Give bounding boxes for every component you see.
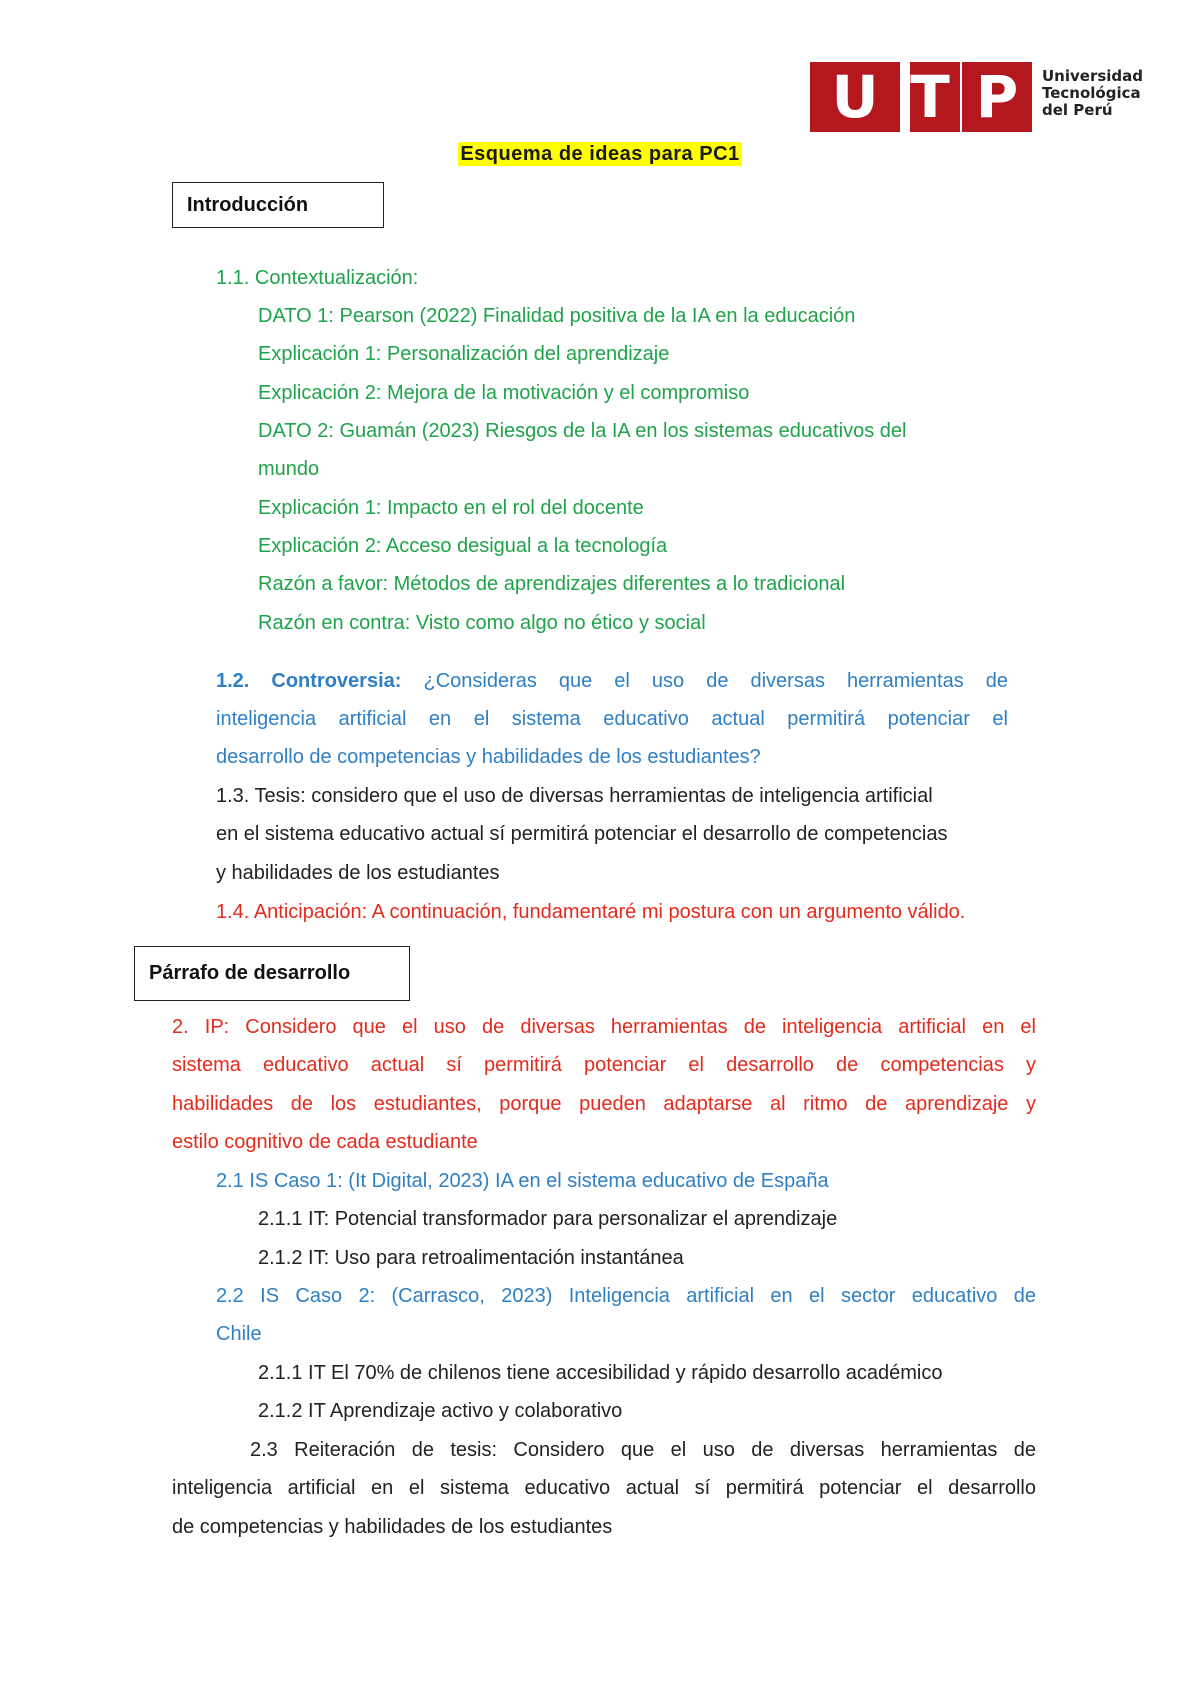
ip-line-4: estilo cognitivo de cada estudiante [172, 1131, 478, 1153]
logo-name-line-2: Tecnológica [1042, 84, 1141, 102]
context-item: Razón a favor: Métodos de aprendizajes diferentes a lo tradicional [258, 573, 846, 595]
context-item: mundo [258, 458, 320, 480]
is-caso-1: 2.1 IS Caso 1: (It Digital, 2023) IA en el sistema educativo de España [216, 1170, 829, 1192]
reiteracion-line-2: inteligencia artificial en el sistema educativo actual sí permitirá potenciar el desarrollo [172, 1477, 1036, 1499]
page-title [0, 143, 1200, 166]
context-item: Explicación 1: Impacto en el rol del docente [258, 497, 644, 519]
context-item: Explicación 2: Acceso desigual a la tecnología [258, 535, 668, 557]
section-label-introduccion: Introducción [187, 193, 309, 216]
context-item: Razón en contra: Visto como algo no ético y social [258, 612, 706, 634]
logo-letter-p: P [975, 63, 1019, 131]
context-item: DATO 1: Pearson (2022) Finalidad positiva de la IA en la educación [258, 305, 856, 327]
tesis-line-3: y habilidades de los estudiantes [216, 862, 500, 884]
anticipacion: 1.4. Anticipación: A continuación, fundamentaré mi postura con un argumento válido. [216, 901, 966, 923]
controversia-label: 1.2. Controversia: [216, 670, 402, 692]
reiteracion-line-3: de competencias y habilidades de los estudiantes [172, 1516, 613, 1538]
ip-line-3: habilidades de los estudiantes, porque pueden adaptarse al ritmo de aprendizaje y [172, 1093, 1036, 1115]
logo-letter-t: T [910, 63, 950, 131]
controversia-line-3: desarrollo de competencias y habilidades de los estudiantes? [216, 746, 761, 768]
section-box-desarrollo [134, 946, 410, 1001]
logo-name-line-1: Universidad [1042, 67, 1144, 85]
context-item: Explicación 1: Personalización del aprendizaje [258, 343, 670, 365]
controversia-line-1 [216, 670, 1008, 693]
is-caso-2-item: 2.1.2 IT Aprendizaje activo y colaborativo [258, 1400, 623, 1422]
controversia-text-1: ¿Consideras que el uso de diversas herramientas de [423, 670, 1009, 692]
contextualizacion-heading: 1.1. Contextualización: [216, 267, 419, 289]
reiteracion-line-1: 2.3 Reiteración de tesis: Considero que el uso de diversas herramientas de [250, 1439, 1036, 1461]
is-caso-2-line-1: 2.2 IS Caso 2: (Carrasco, 2023) Inteligencia artificial en el sector educativo de [216, 1285, 1036, 1307]
tesis-line-2: en el sistema educativo actual sí permitirá potenciar el desarrollo de competencias [216, 823, 948, 845]
utp-logo [810, 62, 1144, 132]
tesis-line-1: 1.3. Tesis: considero que el uso de diversas herramientas de inteligencia artificial [216, 785, 933, 807]
section-label-desarrollo: Párrafo de desarrollo [149, 962, 351, 984]
logo-name-line-3: del Perú [1042, 101, 1113, 119]
ip-line-2: sistema educativo actual sí permitirá potenciar el desarrollo de competencias y [172, 1054, 1036, 1076]
is-caso-2-item: 2.1.1 IT El 70% de chilenos tiene accesibilidad y rápido desarrollo académico [258, 1362, 943, 1384]
controversia-line-2: inteligencia artificial en el sistema educativo actual permitirá potenciar el [216, 708, 1008, 730]
is-caso-2-line-2: Chile [216, 1323, 262, 1345]
context-item: DATO 2: Guamán (2023) Riesgos de la IA en los sistemas educativos del [258, 420, 907, 442]
is-caso-1-item: 2.1.1 IT: Potencial transformador para personalizar el aprendizaje [258, 1208, 838, 1230]
context-item: Explicación 2: Mejora de la motivación y el compromiso [258, 382, 750, 404]
section-box-introduccion [172, 182, 384, 228]
page-title-text: Esquema de ideas para PC1 [460, 143, 740, 165]
is-caso-1-item: 2.1.2 IT: Uso para retroalimentación instantánea [258, 1247, 684, 1269]
ip-line-1: 2. IP: Considero que el uso de diversas herramientas de inteligencia artificial en el [172, 1016, 1036, 1038]
logo-letter-u: U [831, 63, 879, 131]
